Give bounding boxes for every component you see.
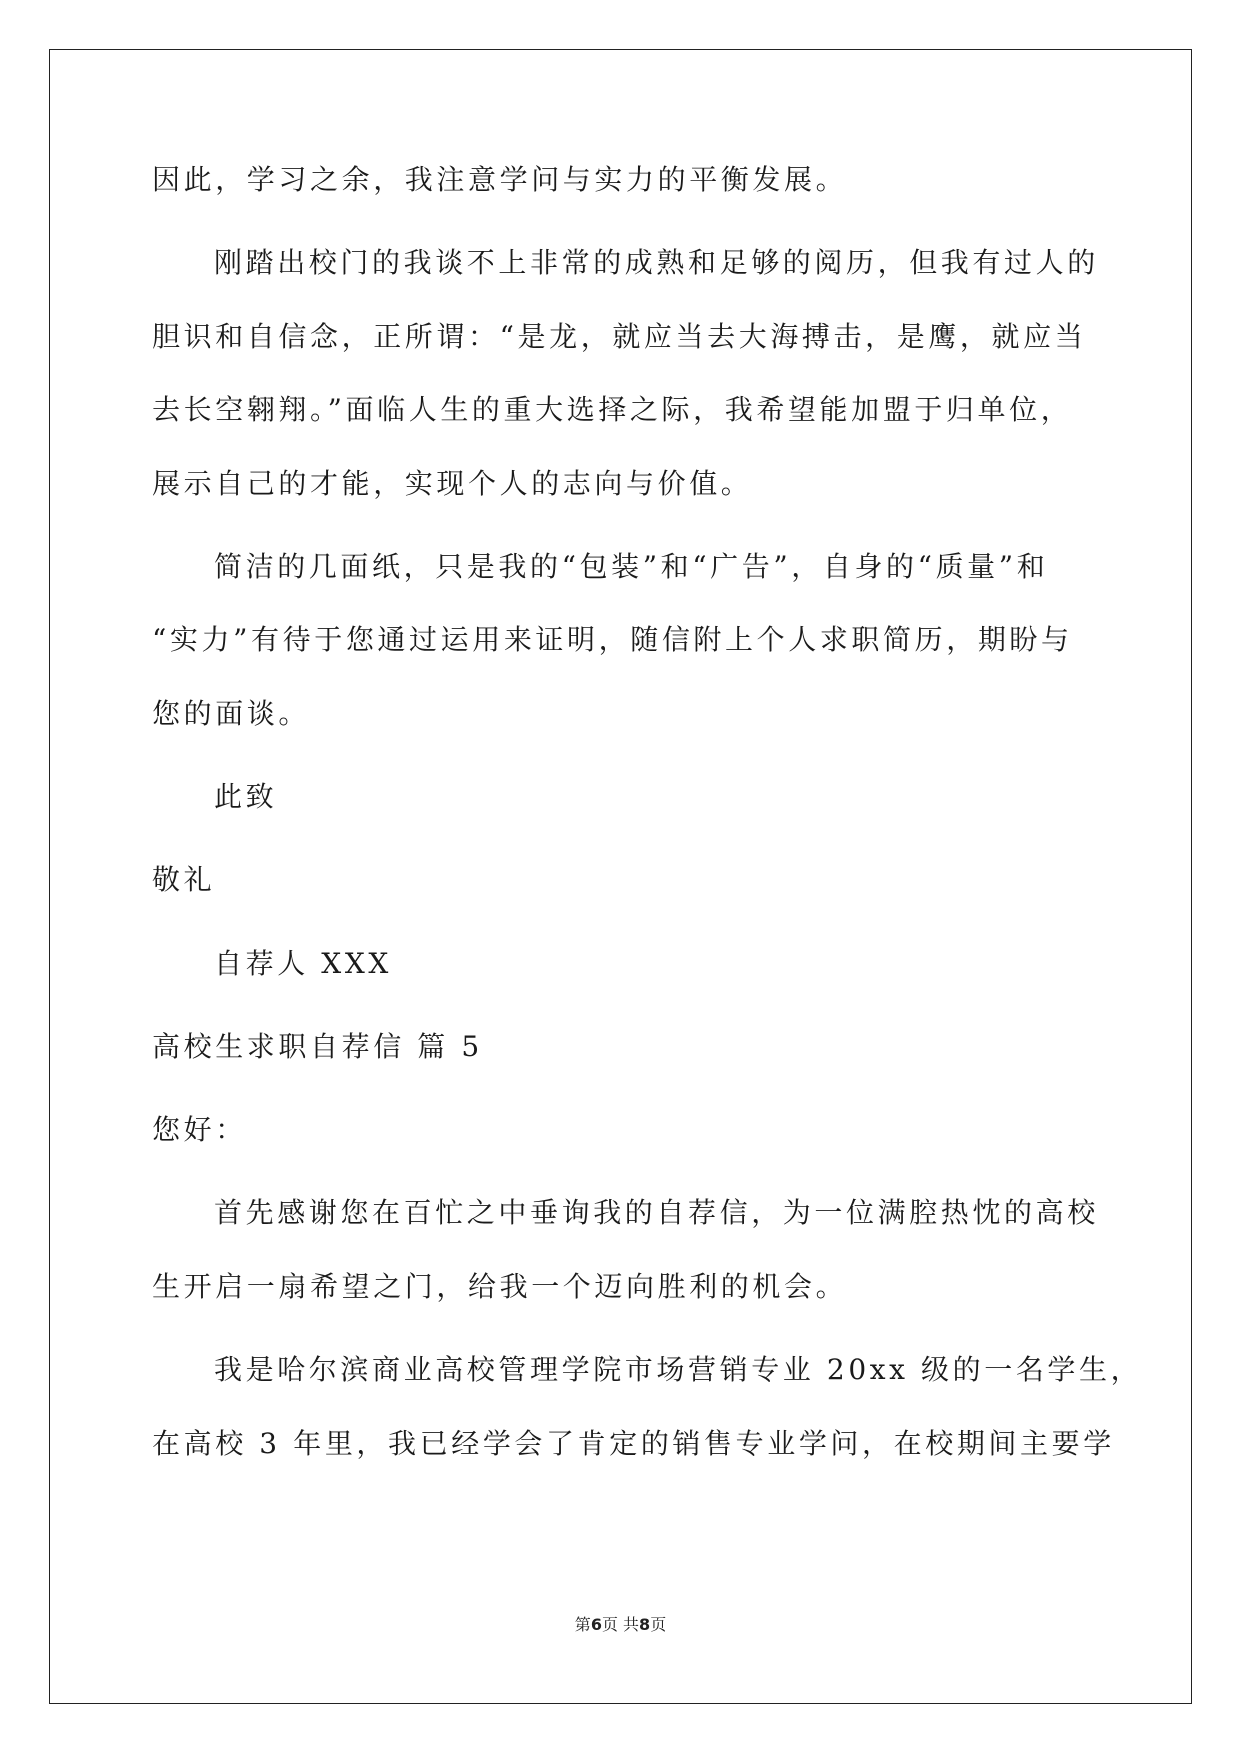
greeting: 您好： xyxy=(152,1113,247,1146)
page-mid: 页 共 xyxy=(601,1615,640,1634)
signature: 自荐人 XXX xyxy=(214,947,392,980)
current-page-number: 6 xyxy=(590,1615,602,1634)
text-line: 去长空翱翔。”面临人生的重大选择之际，我希望能加盟于归单位， xyxy=(152,393,1073,426)
text-line: 刚踏出校门的我谈不上非常的成熟和足够的阅历，但我有过人的 xyxy=(214,246,1099,279)
text-line: 首先感谢您在百忙之中垂询我的自荐信，为一位满腔热忱的高校 xyxy=(214,1196,1099,1229)
text-line: 展示自己的才能，实现个人的志向与价值。 xyxy=(152,467,753,500)
text-line: 生开启一扇希望之门，给我一个迈向胜利的机会。 xyxy=(152,1270,848,1303)
text-line: “实力”有待于您通过运用来证明，随信附上个人求职简历，期盼与 xyxy=(152,623,1073,656)
section-heading: 高校生求职自荐信 篇 5 xyxy=(152,1030,483,1063)
total-page-number: 8 xyxy=(639,1615,651,1634)
text-line: 因此，学习之余，我注意学问与实力的平衡发展。 xyxy=(152,163,848,196)
text-line: 简洁的几面纸，只是我的“包装”和“广告”，自身的“质量”和 xyxy=(214,550,1049,583)
closing-salutation: 此致 xyxy=(214,780,278,813)
text-line: 我是哈尔滨商业高校管理学院市场营销专业 20xx 级的一名学生， xyxy=(214,1353,1143,1386)
page-footer xyxy=(0,1612,1241,1635)
closing-regards: 敬礼 xyxy=(152,863,216,896)
page-suffix: 页 xyxy=(650,1615,667,1634)
text-line: 您的面谈。 xyxy=(152,697,311,730)
text-line: 胆识和自信念，正所谓：“是龙，就应当去大海搏击，是鹰，就应当 xyxy=(152,320,1087,353)
page-prefix: 第 xyxy=(574,1615,591,1634)
text-line: 在高校 3 年里，我已经学会了肯定的销售专业学问，在校期间主要学 xyxy=(152,1427,1115,1460)
